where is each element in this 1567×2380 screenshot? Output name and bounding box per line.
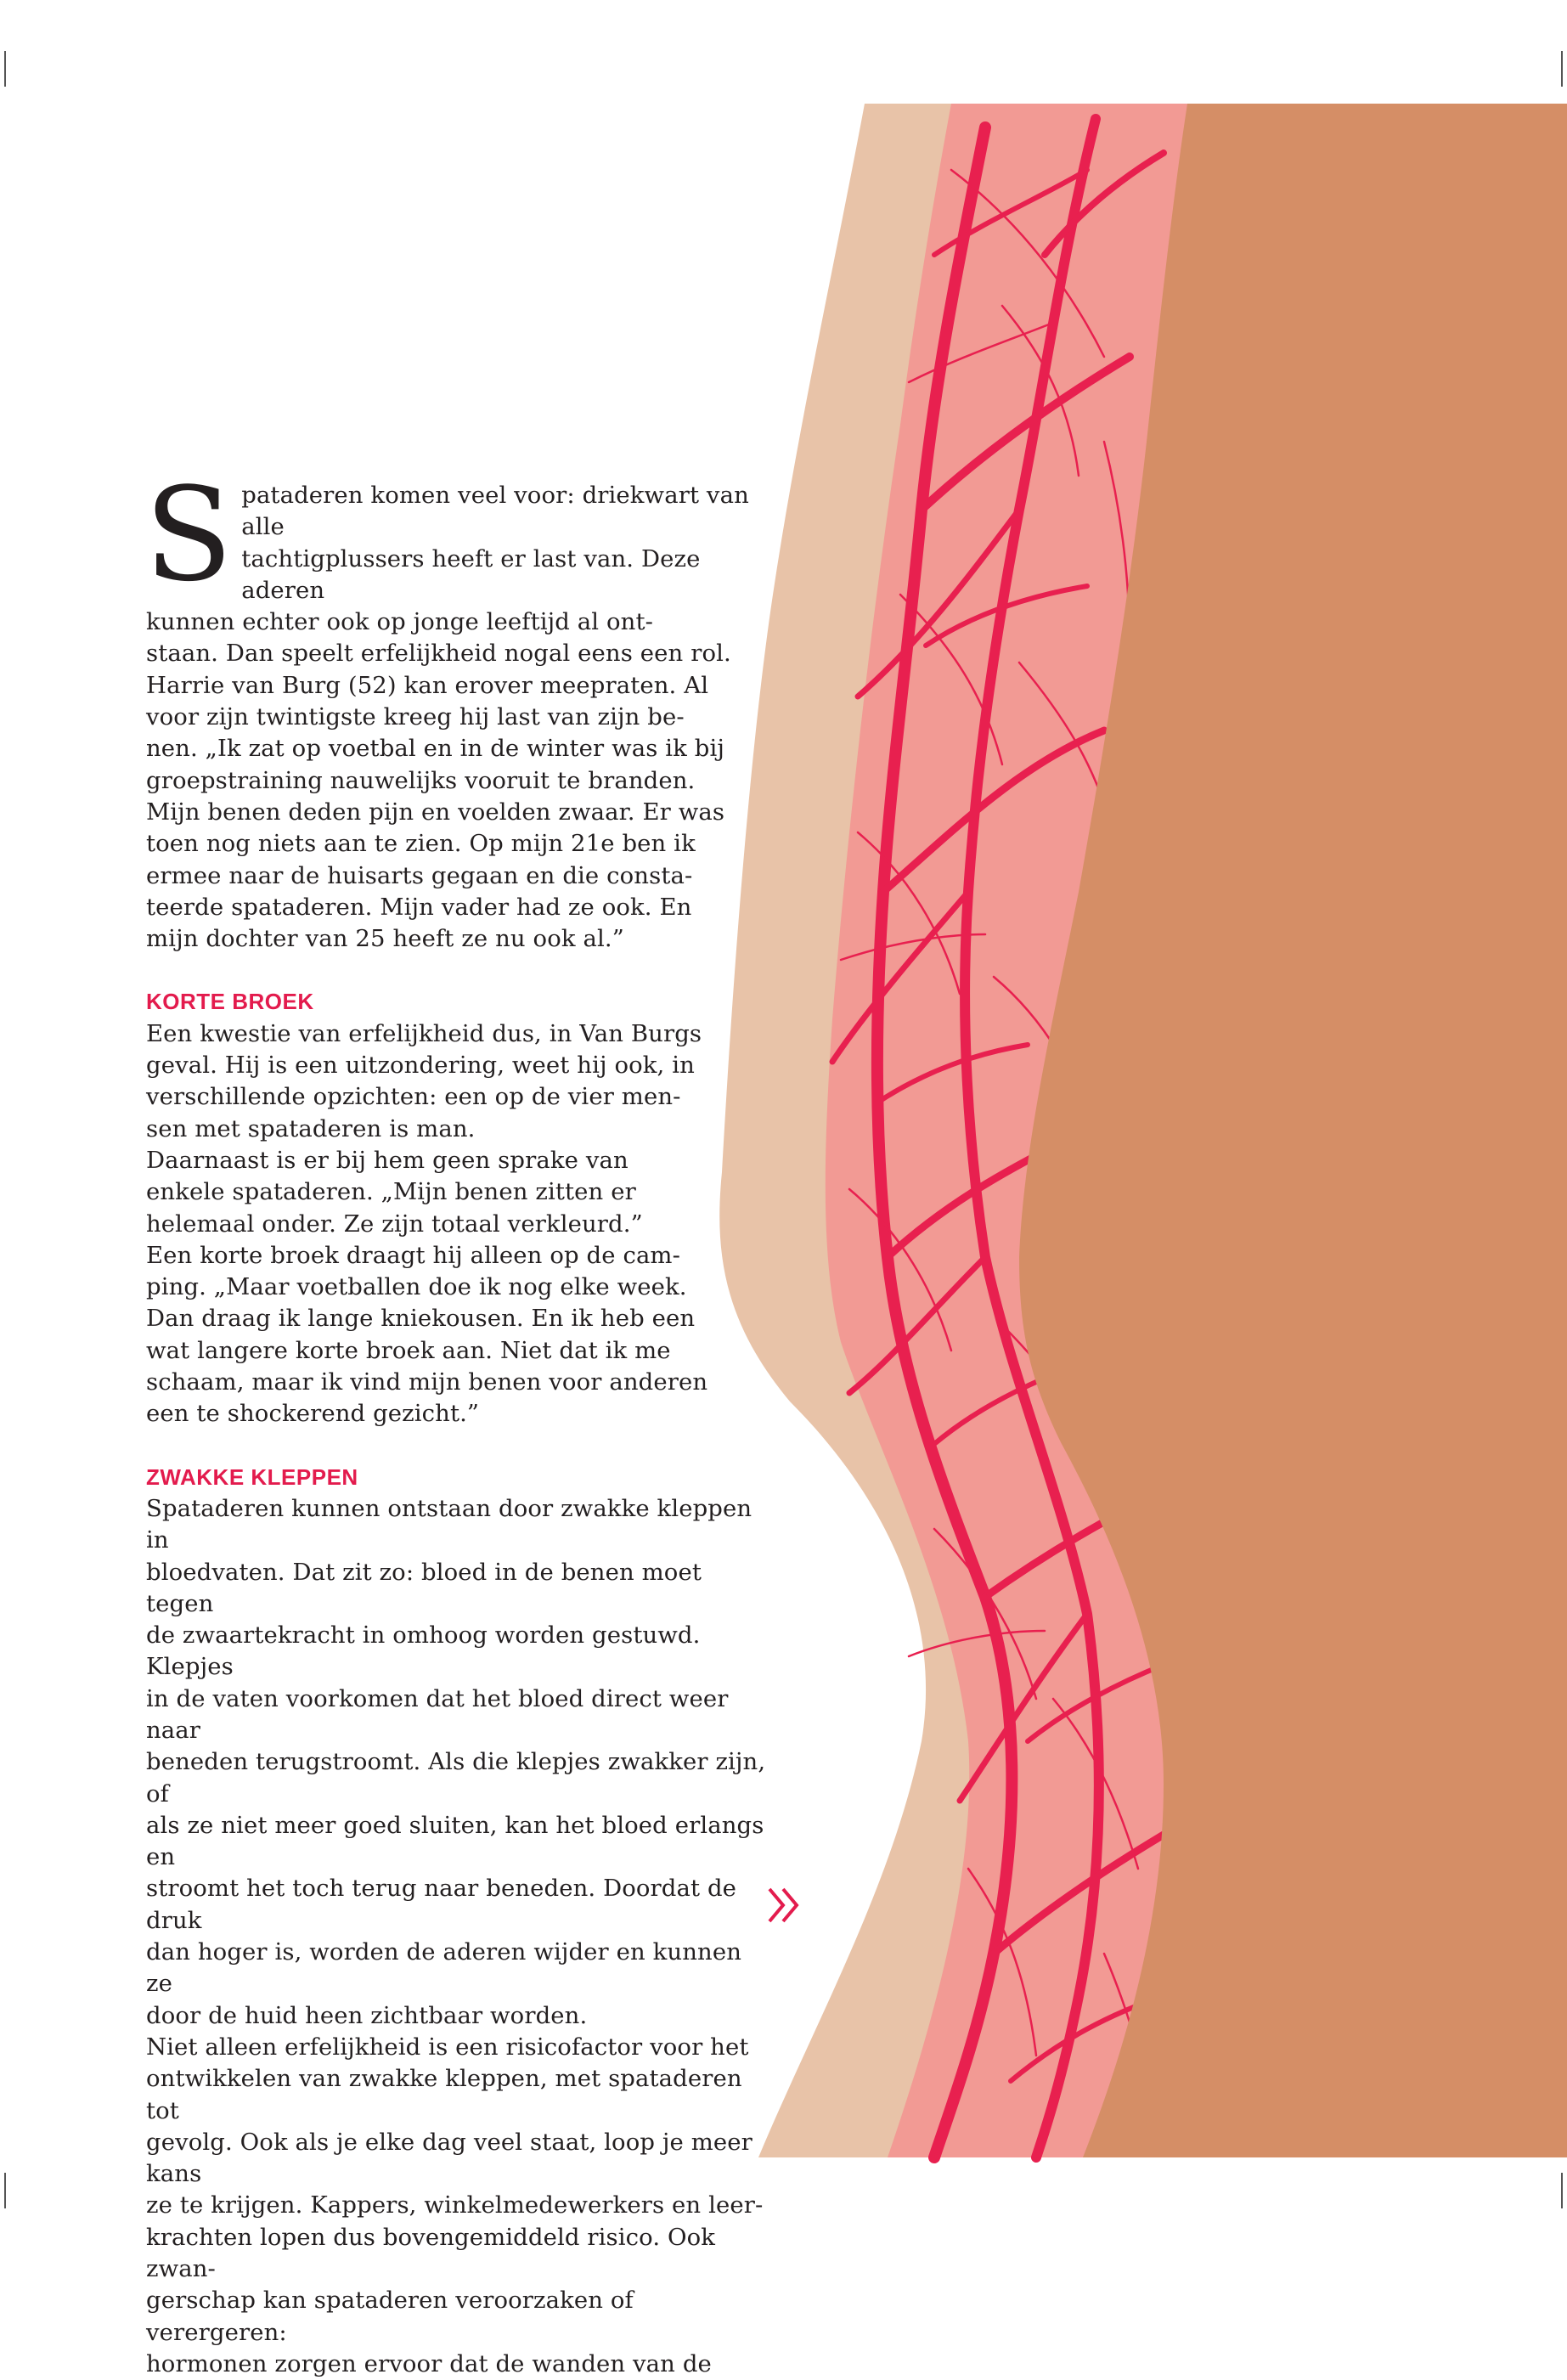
section-text-zwakke-kleppen: Spataderen kunnen ontstaan door zwakke kleppen in bloedvaten. Dat zit zo: bloed in de benen moet tegen de zwaartekracht in omhoog worden gestuwd. Klepjes in de vaten voorkomen dat het bloed direct weer naar beneden terugstroomt. Als die klepjes zwakker zijn, of als ze niet meer goed sluiten, kan het bloed erlangs en stroomt het toch terug naar beneden. Doordat de druk dan hoger is, worden de aderen wijder en kunnen ze door de huid heen zichtbaar worden. Niet alleen erfelijkheid is een risicofactor voor het ontwikkelen van zwakke kleppen, met spataderen tot gevolg. Ook als je elke dag veel staat, loop je meer kans ze te krijgen. Kappers, winkelmedewerkers en leer- krachten lopen dus bovengemiddeld risico. Ook zwan- gerschap kan spataderen veroorzaken of verergeren: hormonen zorgen ervoor dat de wanden van de [146, 1494, 766, 2377]
article-body [144, 460, 775, 2380]
double-chevron-right-icon [766, 1884, 802, 1926]
section-heading-zwakke-kleppen: ZWAKKE KLEPPEN [146, 1464, 358, 1490]
drop-cap: S [144, 460, 234, 610]
section-text-korte-broek: Een kwestie van erfelijkheid dus, in Van Burgs geval. Hij is een uitzondering, weet hij ook, in verschillende opzichten: een op de vier men- sen met spataderen is man. Daarnaast is er bij hem geen sprake van enkele spataderen. „Mijn benen zitten er helemaal onder. Ze zijn totaal verkleurd.” Een korte broek draagt hij alleen op de cam- ping. „Maar voetballen doe ik nog elke week. Dan draag ik lange kniekousen. En ik heb een wat langere korte broek aan. Niet dat ik me schaam, maar ik vind mijn benen voor anderen een te shockerend gezicht.” [146, 1019, 708, 1428]
intro-paragraph [144, 460, 775, 955]
intro-text: pataderen komen veel voor: driekwart van alle tachtigplussers heeft er last van. Deze aderen kunnen echter ook op jonge leeftijd al ont- staan. Dan speelt erfelijkheid nogal eens een rol. Harrie van Burg (52) kan erover meepraten. Al voor zijn twintigste kreeg hij last van zijn be- nen. „Ik zat op voetbal en in de winter was ik bij groepstraining nauwelijks vooruit te branden. Mijn benen deden pijn en voelden zwaar. Er was toen nog niets aan te zien. Op mijn 21e ben ik ermee naar de huisarts gegaan en die consta- teerde spataderen. Mijn vader had ze ook. En mijn dochter van 25 heeft ze nu ook al.” [146, 482, 749, 953]
section-heading-korte-broek: KORTE BROEK [146, 989, 314, 1015]
